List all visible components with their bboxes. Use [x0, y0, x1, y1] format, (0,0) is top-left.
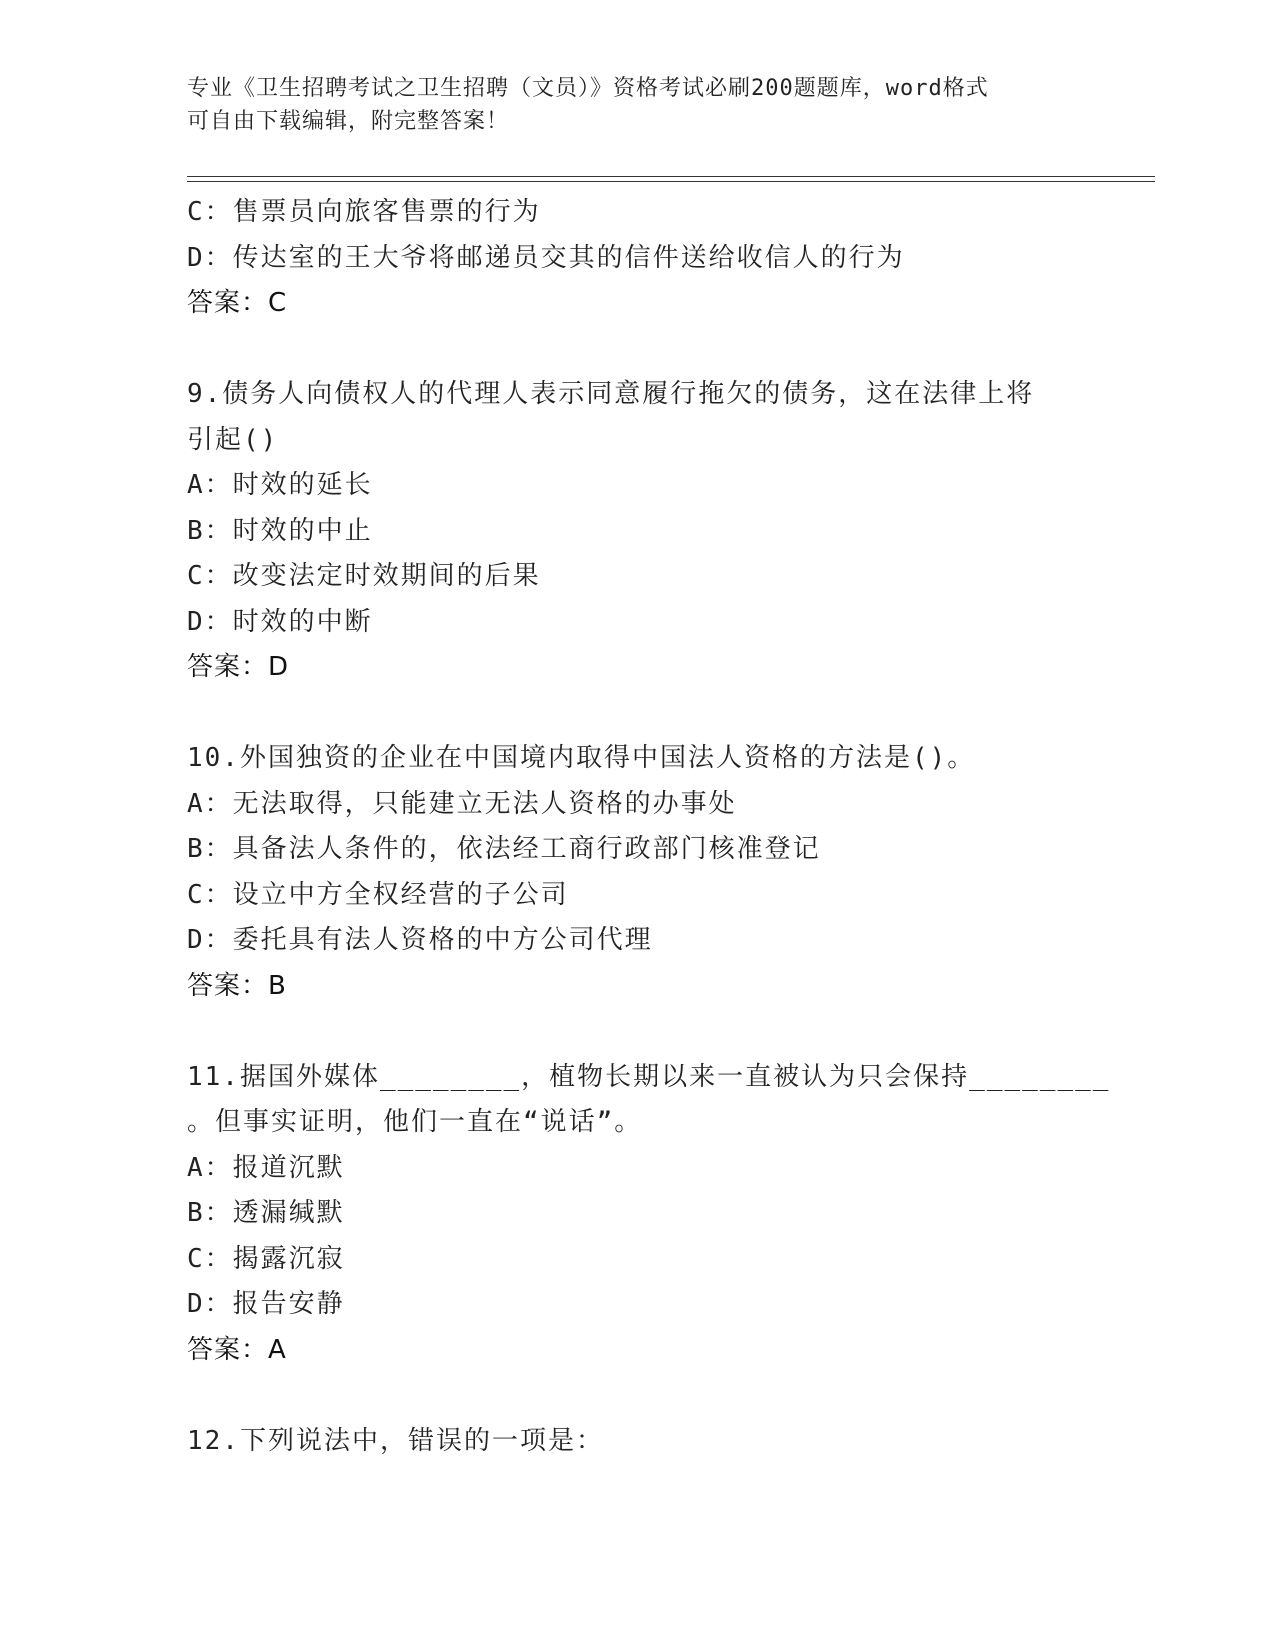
question-stem: 12.下列说法中，错误的一项是： — [187, 1425, 604, 1456]
question-11 — [187, 1055, 1111, 1374]
question-8-continued — [187, 190, 1107, 327]
option-b: B：时效的中止 — [187, 515, 373, 546]
question-stem: 引起() — [187, 424, 279, 455]
question-stem: 9.债务人向债权人的代理人表示同意履行拖欠的债务，这在法律上将 — [187, 379, 1035, 409]
question-9 — [187, 372, 1107, 691]
header-line-1: 专业《卫生招聘考试之卫生招聘（文员）》资格考试必刷200题题库，word格式 — [187, 76, 989, 101]
answer-label: 答案：B — [187, 970, 287, 1001]
option-d: D：时效的中断 — [187, 606, 373, 637]
option-c: C：揭露沉寂 — [187, 1243, 345, 1274]
header-divider — [187, 176, 1155, 182]
option-b: B：具备法人条件的，依法经工商行政部门核准登记 — [187, 834, 821, 864]
spacer — [187, 691, 1107, 737]
question-list — [187, 190, 1111, 1464]
answer-label: 答案：D — [187, 652, 290, 682]
question-stem: 10.外国独资的企业在中国境内取得中国法人资格的方法是()。 — [187, 743, 976, 773]
header-line-2: 可自由下载编辑，附完整答案！ — [187, 109, 510, 134]
option-c: C：设立中方全权经营的子公司 — [187, 879, 569, 910]
answer-label: 答案：C — [187, 288, 288, 318]
document-header — [187, 72, 1087, 138]
spacer — [187, 327, 1107, 373]
spacer — [187, 1373, 1107, 1419]
option-d: D：报告安静 — [187, 1289, 345, 1319]
option-c: C：改变法定时效期间的后果 — [187, 561, 541, 591]
option-c: C：售票员向旅客售票的行为 — [187, 197, 541, 227]
question-stem: 。但事实证明，他们一直在“说话”。 — [187, 1107, 643, 1137]
option-d: D：委托具有法人资格的中方公司代理 — [187, 925, 653, 955]
question-stem: 11.据国外媒体________，植物长期以来一直被认为只会保持________ — [187, 1061, 1111, 1092]
option-a: A：时效的延长 — [187, 470, 373, 500]
option-d: D：传达室的王大爷将邮递员交其的信件送给收信人的行为 — [187, 242, 905, 273]
question-10 — [187, 736, 1107, 1009]
answer-label: 答案：A — [187, 1334, 287, 1365]
option-b: B：透漏缄默 — [187, 1198, 345, 1228]
option-a: A：无法取得，只能建立无法人资格的办事处 — [187, 788, 737, 819]
question-12 — [187, 1419, 1107, 1465]
option-a: A：报道沉默 — [187, 1152, 345, 1183]
spacer — [187, 1009, 1107, 1055]
